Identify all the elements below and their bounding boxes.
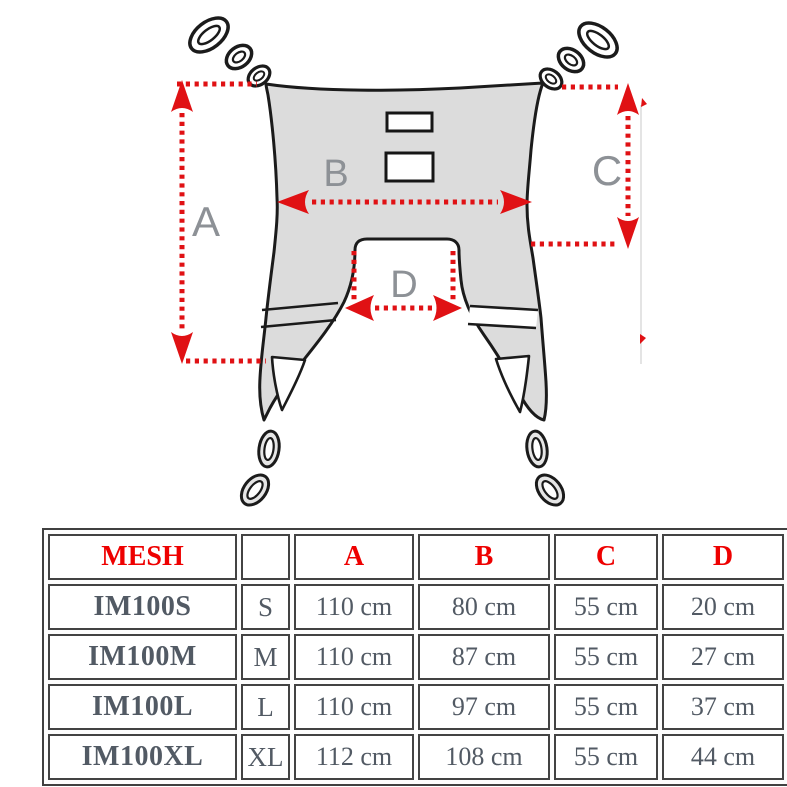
cell-c: 55 cm (554, 734, 658, 780)
lower-handle-slot (386, 153, 433, 181)
dimension-label-a: A (191, 198, 221, 245)
table-header-row (48, 534, 784, 580)
cell-size: S (241, 584, 290, 630)
cell-d: 20 cm (662, 584, 784, 630)
bottom-right-strap-loops-icon (525, 430, 570, 510)
cell-c: 55 cm (554, 684, 658, 730)
cell-a: 110 cm (294, 584, 414, 630)
header-a: A (294, 534, 414, 580)
cell-b: 80 cm (418, 584, 550, 630)
arrow-up-icon (617, 83, 639, 115)
table-row (48, 734, 784, 780)
cell-model: IM100L (48, 684, 237, 730)
header-size (241, 534, 290, 580)
header-d: D (662, 534, 784, 580)
table-row (48, 634, 784, 680)
arrow-right-icon (433, 295, 462, 321)
cell-a: 110 cm (294, 634, 414, 680)
cell-c: 55 cm (554, 584, 658, 630)
cell-a: 112 cm (294, 734, 414, 780)
left-leg-opening (272, 357, 305, 410)
cell-size: L (241, 684, 290, 730)
cell-d: 37 cm (662, 684, 784, 730)
header-c: C (554, 534, 658, 580)
cell-d: 27 cm (662, 634, 784, 680)
cell-b: 97 cm (418, 684, 550, 730)
upper-handle-slot (387, 113, 432, 131)
arrow-down-icon (617, 217, 639, 249)
artifact-red-tick-bottom (640, 334, 646, 344)
table-row (48, 684, 784, 730)
top-right-strap-loops-icon (536, 16, 623, 93)
cell-model: IM100S (48, 584, 237, 630)
cell-model: IM100M (48, 634, 237, 680)
cell-b: 87 cm (418, 634, 550, 680)
header-b: B (418, 534, 550, 580)
right-leg-stitch-band (468, 306, 538, 328)
size-table (42, 528, 787, 786)
artifact-red-tick-top (641, 98, 647, 107)
dimension-label-b: B (323, 153, 349, 195)
cell-size: XL (241, 734, 290, 780)
table-row (48, 584, 784, 630)
dimension-a (177, 84, 266, 361)
cell-a: 110 cm (294, 684, 414, 730)
cell-size: M (241, 634, 290, 680)
cell-b: 108 cm (418, 734, 550, 780)
dimension-label-d: D (390, 264, 418, 306)
bottom-left-strap-loops-icon (236, 430, 282, 510)
cell-model: IM100XL (48, 734, 237, 780)
top-left-strap-loops-icon (184, 11, 274, 90)
dimension-label-c: C (591, 147, 623, 194)
cell-c: 55 cm (554, 634, 658, 680)
header-mesh: MESH (48, 534, 237, 580)
arrow-left-icon (345, 295, 374, 321)
cell-d: 44 cm (662, 734, 784, 780)
